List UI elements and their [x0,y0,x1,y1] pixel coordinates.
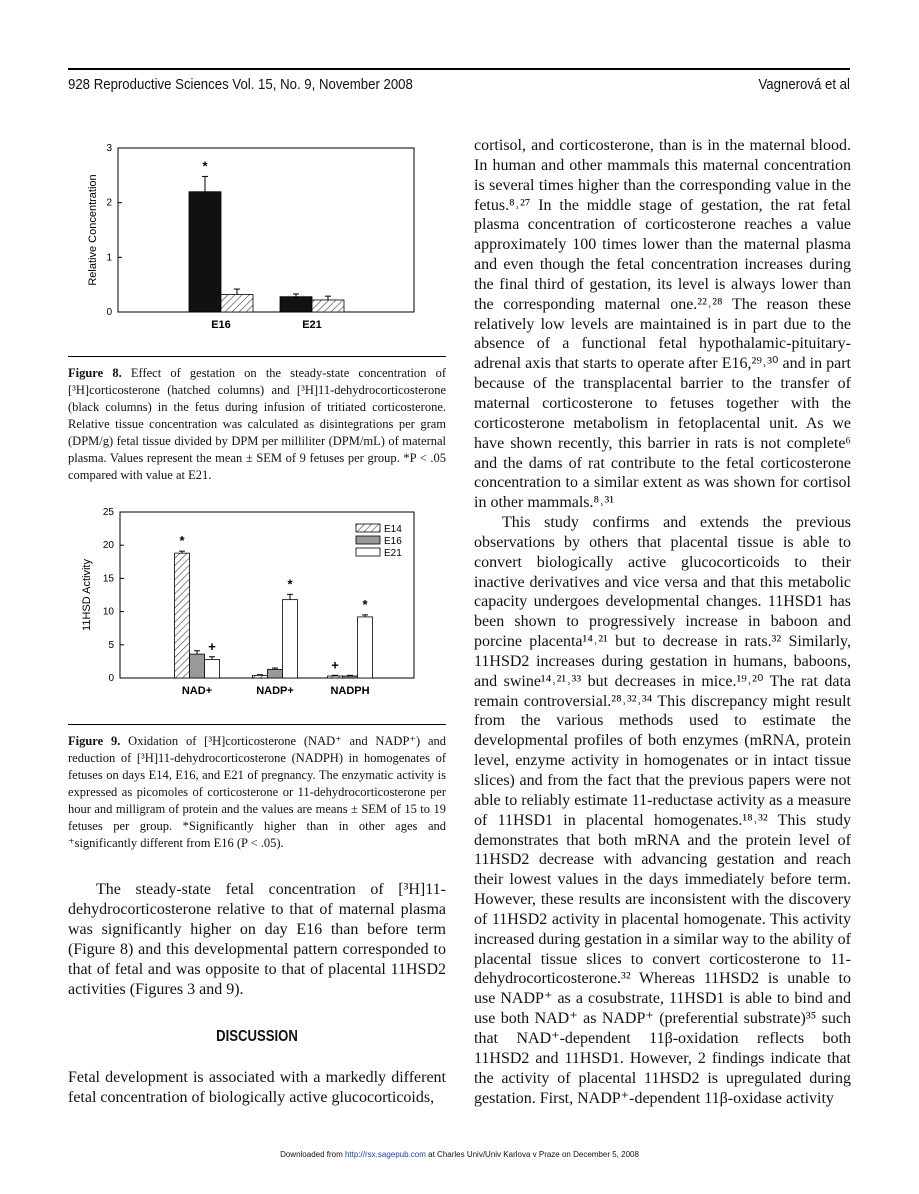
significance-marker: * [179,533,185,549]
significance-marker: + [331,657,339,673]
discussion-heading: DISCUSSION [216,1028,298,1045]
bar--3h-11-dehydrocorticosterone-E21 [280,297,312,312]
y-tick-label: 20 [102,540,114,552]
x-tick-label: NADPH [330,685,370,697]
plot-frame [118,148,414,312]
figure-9-chart [68,502,446,712]
figure-9-caption [68,724,446,852]
y-tick-label: 25 [102,507,114,518]
x-tick-label: NADP+ [256,685,294,697]
legend-swatch [356,548,380,556]
discussion-text: Fetal development is associated with a markedly different fetal concentration of biologically active glucocorticoids, [68,1069,446,1106]
authors: Vagnerová et al [758,76,850,93]
footer-suffix: at Charles Univ/Univ Karlova v Praze on December 5, 2008 [425,1150,639,1159]
figure-9-caption-text: Oxidation of [³H]corticosterone (NAD⁺ and NADP⁺) and reduction of [³H]11-dehydrocorticosterone (NADPH) in homogenates of fetuses on days E14, E16, and E21 of pregnancy. The enzymatic activity is expressed as picomoles of corticosterone or 11-dehydrocorticosterone per hour and milligram of protein and the values are means ± SEM of 15 to 19 fetuses per group. *Significantly higher than in other ages and ⁺significantly different from E16 (P < .05). [68,734,447,850]
results-text: The steady-state fetal concentration of [³H]11-dehydrocorticosterone relative to that of maternal plasma was significantly higher on day E16 than before term (Figure 8) and this developmental pattern corresponded to that of fetal and was opposite to that of placental 11HSD2 activities (Figures 3 and 9). [68,881,446,998]
figure-9-label: Figure 9. [68,734,121,748]
significance-marker: * [202,158,208,174]
right-paragraph-2: This study confirms and extends the previous observations by others that placental tissue is able to convert biologically active glucocorticoids to their inactive derivatives and vice versa and that this metabolic capacity undergoes developmental changes. 11HSD1 has been shown to progressively increase in baboon and porcine placenta¹⁴˒²¹ but to decrease in rats.³² Similarly, 11HSD2 increases during gestation in humans, baboons, and swine¹⁴˒²¹˒³³ but decreases in mice.¹⁹˒²⁰ The rat data remain controversial.²⁸˒³²˒³⁴ This discrepancy might result from the various methods used to estimate the developmental profiles of both enzymes (mRNA, protein level, enzyme activity in homogenates or in intact tissue slices) and from the fact that the previous papers were not able to reliably estimate 11-reductase activity as a measure of 11HSD1 in placental homogenates.¹⁸˒³² This study demonstrates that both mRNA and the protein level of 11HSD2 decrease with advancing gestation and reach their lowest values in the days immediately before term. However, these results are inconsistent with the discovery of 11HSD2 activity in placental homogenate. This activity increased during gestation in a similar way to the ability of placental tissue slices to convert corticosterone to 11-dehydrocorticosterone.³² Whereas 11HSD2 is unable to use NADP⁺ as a cosubstrate, 11HSD1 is able to bind and use both NAD⁺ as NADP⁺ (preferential substrate)³⁵ such that NAD⁺-dependent 11β-oxidation reflects both 11HSD2 and 11HSD1. However, 2 findings indicate that the activity of placental 11HSD2 is upregulated during gestation. First, NADP⁺-dependent 11β-oxidase activity [474,514,851,1107]
running-header [68,68,850,94]
bar--3h-corticosterone-E16 [221,295,253,312]
figure-8-caption-text: Effect of gestation on the steady-state concentration of [³H]corticosterone (hatched columns) and [³H]11-dehydrocorticosterone (black columns) in the fetus during infusion of tritiated corticosterone. Relative tissue concentration was calculated as disintegrations per gram (DPM/g) fetal tissue divided by DPM per milliliter (DPM/mL) of maternal plasma. Values represent the mean ± SEM of 9 fetuses per group. *P < .05 compared with value at E21. [68,366,447,482]
download-footer [0,1150,919,1159]
y-axis-label: 11HSD Activity [81,559,93,631]
footer-prefix: Downloaded from [280,1150,345,1159]
discussion-paragraph [68,1068,446,1108]
bar-e14-NADP [253,675,268,678]
figure-8-chart [68,136,446,346]
right-paragraph-1: cortisol, and corticosterone, than is in the maternal blood. In human and other mammals this maternal concentration is several times higher than the corresponding value in the fetus.⁸˒²⁷ In the middle stage of gestation, the rat fetal plasma concentration of corticosterone reaches a value approximately 100 times lower than the maternal plasma and even though the fetal concentration increases during the final third of gestation, its level is always lower than the corresponding maternal one.²²˒²⁸ The reason these relatively low levels are maintained is in part due to the absence of a functional fetal hypothalamic-pituitary-adrenal axis that starts to operate after E16,²⁹˒³⁰ and in part because of the transplacental barrier to the transfer of maternal corticosterone to fetuses together with the corticosterone metabolism in fetoplacental unit. As we have shown recently, this barrier in rats is not complete⁶ and the dams of rat contribute to the fetal corticosterone concentration to a similar extent as was shown for cortisol in other mammals.⁸˒³¹ [474,137,851,512]
y-tick-label: 1 [106,252,112,264]
figure-8-label: Figure 8. [68,366,122,380]
y-tick-label: 0 [106,307,112,318]
results-paragraph [68,880,446,1000]
bar-e16-NADPH [343,676,358,678]
y-axis-label: Relative Concentration [87,174,99,286]
legend-swatch [356,524,380,532]
bar--3h-11-dehydrocorticosterone-E16 [189,192,221,312]
bar-e14-NADPH [328,676,343,678]
bar-e16-NADP [268,669,283,678]
x-tick-label: NAD+ [181,685,213,697]
legend-label: E21 [384,548,402,559]
y-tick-label: 2 [106,197,112,209]
y-tick-label: 10 [102,606,114,618]
bar-e21-NADPH [358,617,373,678]
bar-e14-NAD [175,553,190,678]
journal-citation: 928 Reproductive Sciences Vol. 15, No. 9, November 2008 [68,76,413,93]
bar--3h-corticosterone-E21 [312,300,344,312]
y-tick-label: 15 [102,573,114,585]
legend-swatch [356,536,380,544]
bar-e16-NAD [190,654,205,678]
figure-8-caption [68,356,446,484]
y-tick-label: 0 [108,673,114,684]
y-tick-label: 5 [108,639,114,651]
significance-marker: * [287,576,293,592]
bar-e21-NAD [205,659,220,678]
bar-e21-NADP [283,600,298,678]
legend-label: E14 [384,524,402,535]
legend-label: E16 [384,536,402,547]
x-tick-label: E16 [211,319,231,331]
footer-link[interactable]: http://rsx.sagepub.com [344,1150,426,1159]
significance-marker: + [208,638,216,654]
x-tick-label: E21 [302,319,322,331]
right-column [474,136,851,1108]
significance-marker: * [362,596,368,612]
y-tick-label: 3 [106,143,112,154]
